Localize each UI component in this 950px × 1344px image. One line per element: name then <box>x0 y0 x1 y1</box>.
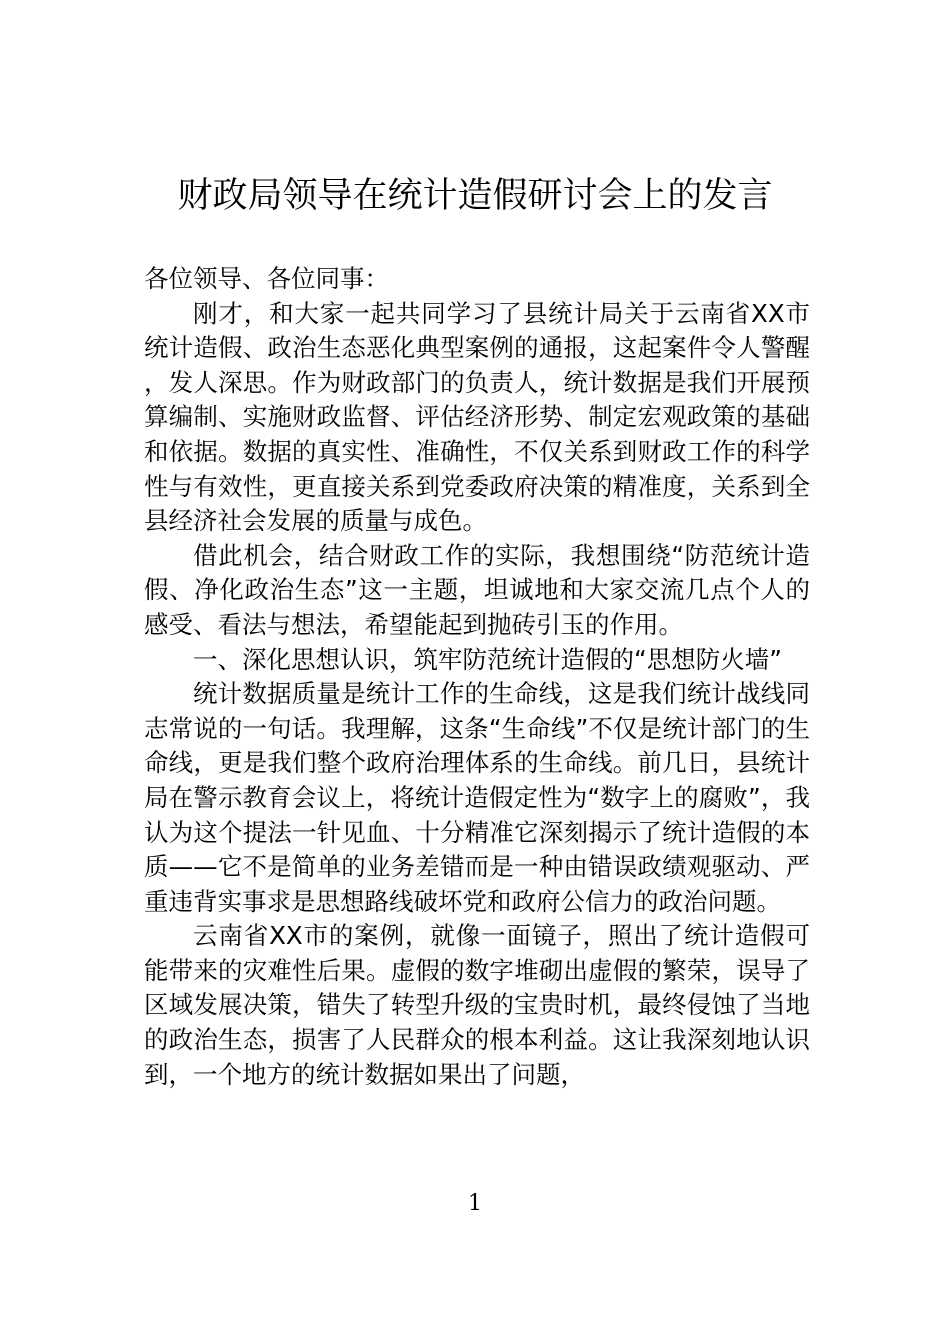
paragraph: 统计数据质量是统计工作的生命线，这是我们统计战线同志常说的一句话。我理解，这条“生命线”不仅是统计部门的生命线，更是我们整个政府治理体系的生命线。前几日，县统计局在警示教育会议上，将统计造假定性为“数字上的腐败”，我认为这个提法一针见血、十分精准它深刻揭示了统计造假的本质——它不是简单的业务差错而是一种由错误政绩观驱动、严重违背实事求是思想路线破坏党和政府公信力的政治问题。 <box>144 679 810 916</box>
page-number: 1 <box>468 1191 482 1216</box>
paragraph: 云南省XX市的案例，就像一面镜子，照出了统计造假可能带来的灾难性后果。虚假的数字堆砌出虚假的繁荣，误导了区域发展决策，错失了转型升级的宝贵时机，最终侵蚀了当地的政治生态，损害了人民群众的根本利益。这让我深刻地认识到，一个地方的统计数据如果出了问题， <box>144 921 810 1089</box>
paragraph: 借此机会，结合财政工作的实际，我想围绕“防范统计造假、净化政治生态”这一主题，坦诚地和大家交流几点个人的感受、看法与想法，希望能起到抛砖引玉的作用。 <box>144 540 810 639</box>
paragraph: 刚才，和大家一起共同学习了县统计局关于云南省XX市统计造假、政治生态恶化典型案例的通报，这起案件令人警醒，发人深思。作为财政部门的负责人，统计数据是我们开展预算编制、实施财政监督、评估经济形势、制定宏观政策的基础和依据。数据的真实性、准确性，不仅关系到财政工作的科学性与有效性，更直接关系到党委政府决策的精准度，关系到全县经济社会发展的质量与成色。 <box>144 298 810 536</box>
document-body <box>144 262 810 1092</box>
salutation: 各位领导、各位同事： <box>144 264 389 293</box>
document-title: 财政局领导在统计造假研讨会上的发言 <box>177 176 773 216</box>
section-heading: 一、深化思想认识，筑牢防范统计造假的“思想防火墙” <box>193 644 782 674</box>
